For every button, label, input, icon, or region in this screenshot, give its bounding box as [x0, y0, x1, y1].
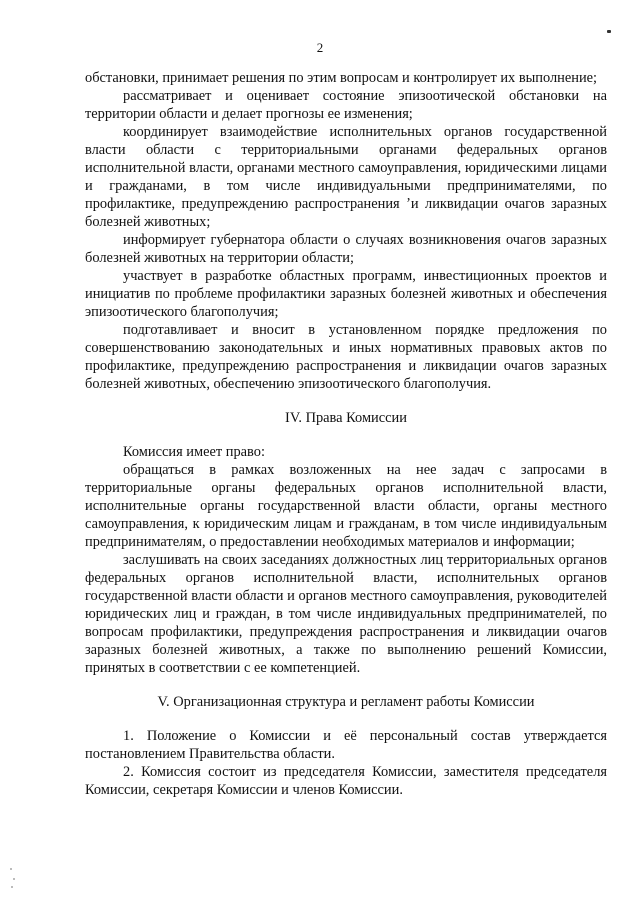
paragraph: 2. Комиссия состоит из председателя Комиссии, заместителя председателя Комиссии, секретаря Комиссии и членов Комиссии.	[85, 764, 607, 798]
paragraph: информирует губернатора области о случаях возникновения очагов заразных болезней животных на территории области;	[85, 232, 607, 266]
paragraph-intro: Комиссия имеет право:	[123, 444, 265, 460]
section-heading-structure: V. Организационная структура и регламент работы Комиссии	[157, 694, 535, 710]
paragraph: обращаться в рамках возложенных на нее задач с запросами в территориальные органы федеральных органов исполнительной власти, исполнительные органы государственной власти области, органы местного самоуправления, к юридическим лицам и гражданам, в том числе индивидуальным предпринимателям, о предоставлении необходимых материалов и информации;	[85, 462, 607, 550]
scan-speck	[607, 30, 611, 33]
document-body	[85, 69, 607, 799]
section-heading-rights: IV. Права Комиссии	[285, 410, 407, 426]
paragraph: подготавливает и вносит в установленном порядке предложения по совершенствованию законодательных и иных нормативных правовых актов по профилактике, предупреждению распространения и ликвидации очагов заразных болезней животных, обеспечению эпизоотического благополучия.	[85, 322, 607, 392]
paragraph: координирует взаимодействие исполнительных органов государственной власти области с территориальными органами федеральных органов исполнительной власти, органами местного самоуправления, юридическими лицами и гражданами, в том числе индивидуальными предпринимателями, по профилактике, предупреждению распространения ⁠ʼи ликвидации очагов заразных болезней животных;	[85, 124, 607, 230]
paragraph: рассматривает и оценивает состояние эпизоотической обстановки на территории области и делает прогнозы ее изменения;	[85, 88, 607, 122]
paragraph: 1. Положение о Комиссии и её персональный состав утверждается постановлением Правительства области.	[85, 728, 607, 762]
paragraph: участвует в разработке областных программ, инвестиционных проектов и инициатив по проблеме профилактики заразных болезней животных и обеспечения эпизоотического благополучия;	[85, 268, 607, 320]
paragraph: заслушивать на своих заседаниях должностных лиц территориальных органов федеральных органов исполнительной власти, исполнительных органов государственной власти области и органов местного самоуправления, руководителей юридических лиц и граждан, в том числе индивидуальных предпринимателей, по вопросам профилактики, предупреждения распространения и ликвидации очагов заразных болезней животных, а также по выполнению решений Комиссии, принятых в соответствии с ее компетенцией.	[85, 552, 607, 676]
scan-margin-dots	[10, 868, 30, 888]
paragraph-continuation: обстановки, принимает решения по этим вопросам и контролирует их выполнение;	[85, 70, 598, 86]
page-number: 2	[316, 40, 324, 55]
